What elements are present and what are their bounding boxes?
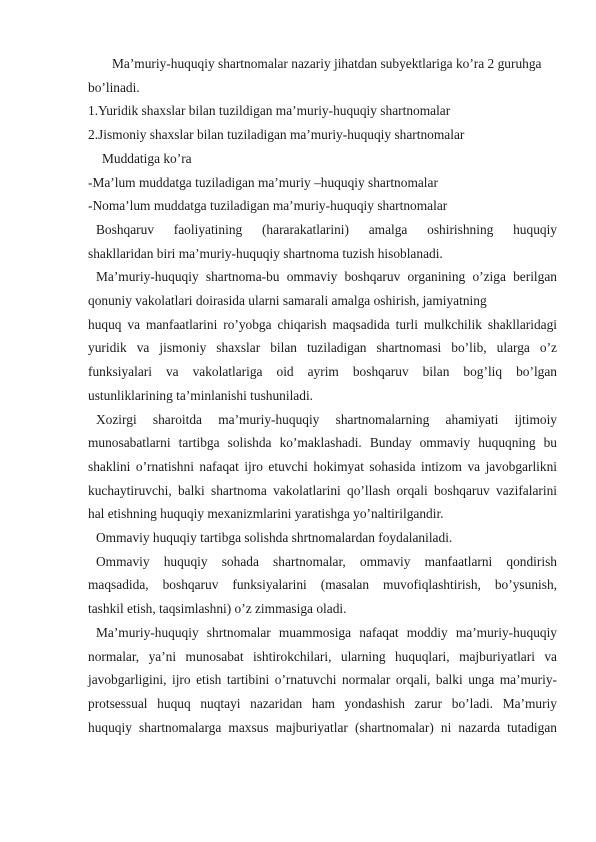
section-heading: Muddatiga ko’ra xyxy=(102,150,192,166)
list-item: -Ma’lum muddatga tuziladigan ma’muriy –huquqiy shartnomalar xyxy=(88,174,438,190)
paragraph-line: Ommaviy huquqiy sohada shartnomalar, ommaviy manfaatlarni qondirish xyxy=(96,553,557,569)
paragraph-line: kuchaytiruvchi, balki shartnoma vakolatlarini qo’llash orqali boshqaruv vazifalarini xyxy=(88,482,557,498)
paragraph-line: huquq va manfaatlarini ro’yobga chiqarish maqsadida turli mulkchilik shakllaridagi xyxy=(88,316,557,332)
list-item: 2.Jismoniy shaxslar bilan tuziladigan ma’muriy-huquqiy shartnomalar xyxy=(88,127,465,143)
paragraph-line: shakllaridan biri ma’muriy-huquqiy shartnoma tuzish hisoblanadi. xyxy=(88,245,443,261)
paragraph-intro-line: Ma’muriy-huquqiy shartnomalar nazariy jihatdan subyektlariga ko’ra 2 guruhga xyxy=(112,56,542,71)
paragraph-line: Boshqaruv faoliyatining (hararakatlarini) amalga oshirishning huquqiy xyxy=(96,221,557,237)
paragraph-line: hal etishning huquqiy mexanizmlarini yaratishga yo’naltirilgandir. xyxy=(88,506,444,522)
paragraph-line: tashkil etish, taqsimlashni) o’z zimmasiga oladi. xyxy=(88,601,347,617)
paragraph-line: protsessual huquq nuqtayi nazaridan ham yondashish zarur bo’ladi. Ma’muriy xyxy=(88,695,557,711)
paragraph-line: normalar, ya’ni munosabat ishtirokchilari, ularning huquqlari, majburiyatlari va xyxy=(88,648,557,664)
paragraph-line: maqsadida, boshqaruv funksiyalarini (masalan muvofiqlashtirish, bo’ysunish, xyxy=(88,577,557,593)
paragraph-line: yuridik va jismoniy shaxslar bilan tuziladigan shartnomasi bo’lib, ularga o’z xyxy=(88,340,557,356)
paragraph-line: qonuniy vakolatlari doirasida ularni samarali amalga oshirish, jamiyatning xyxy=(88,293,487,309)
list-item: -Noma’lum muddatga tuziladigan ma’muriy-huquqiy shartnomalar xyxy=(88,198,448,214)
paragraph-line: javobgarligini, ijro etish tartibini o’rnatuvchi normalar orqali, balki unga ma’muriy- xyxy=(88,672,557,688)
list-item: 1.Yuridik shaxslar bilan tuzildigan ma’muriy-huquqiy shartnomalar xyxy=(88,103,451,119)
paragraph-line: shaklini o’rnatishni nafaqat ijro etuvchi hokimyat sohasida intizom va javobgarlikni xyxy=(88,458,557,474)
document-page xyxy=(88,52,557,739)
paragraph-line: Ommaviy huquqiy tartibga solishda shrtnomalardan foydalaniladi. xyxy=(96,530,453,546)
paragraph-line: ustunliklarining ta’minlanishi tushuniladi. xyxy=(88,387,314,403)
paragraph-line: Ma’muriy-huquqiy shartnoma-bu ommaviy boshqaruv organining o’ziga berilgan xyxy=(96,269,557,285)
paragraph-line: huquqiy shartnomalarga maxsus majburiyatlar (shartnomalar) ni nazarda tutadigan xyxy=(88,719,557,735)
paragraph-line: Xozirgi sharoitda ma’muriy-huquqiy shartnomalarning ahamiyati ijtimoiy xyxy=(96,411,557,427)
paragraph-line: funksiyalari va vakolatlariga oid ayrim boshqaruv bilan bog’liq bo’lgan xyxy=(88,364,557,380)
paragraph-line: munosabatlarni tartibga solishda ko’maklashadi. Bunday ommaviy huquqning bu xyxy=(88,435,557,451)
paragraph-intro-line: bo’linadi. xyxy=(88,79,140,95)
paragraph-line: Ma’muriy-huquqiy shrtnomalar muammosiga nafaqat moddiy ma’muriy-huquqiy xyxy=(96,624,557,640)
